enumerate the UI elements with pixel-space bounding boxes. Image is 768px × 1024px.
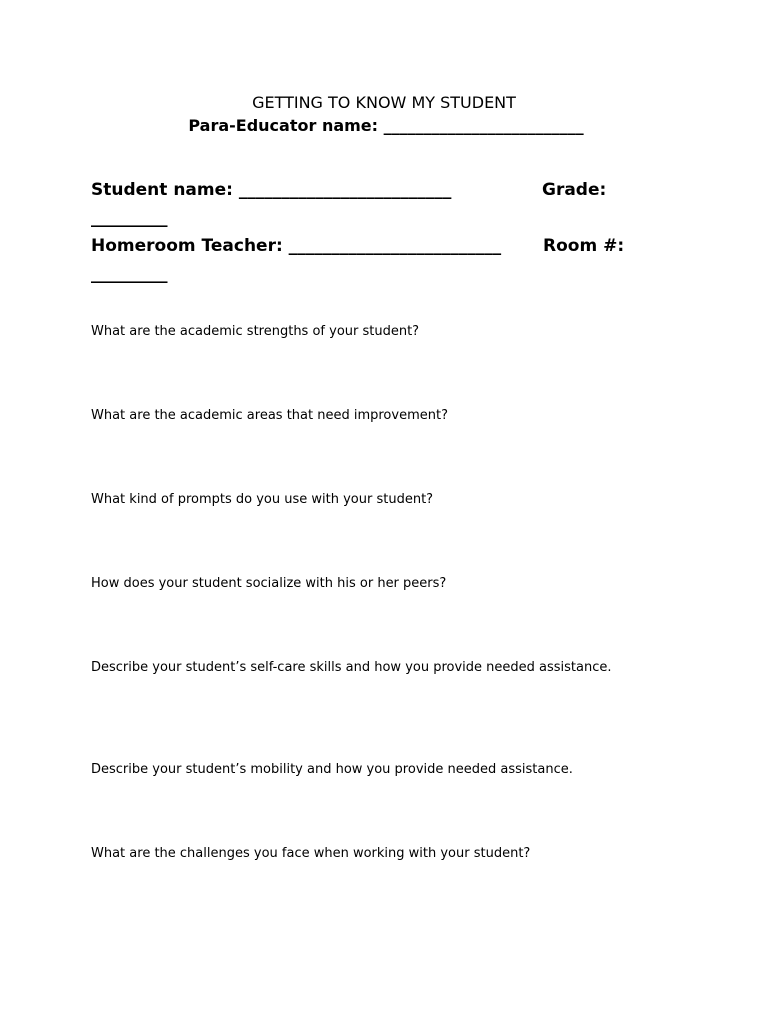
student-name-field: Student name: _________________________ [91, 180, 452, 200]
question-prompts: What kind of prompts do you use with your student? [91, 492, 434, 507]
question-socialize: How does your student socialize with his or her peers? [91, 576, 447, 591]
para-educator-name-field: Para-Educator name: _________________________ [188, 116, 584, 135]
question-areas-improvement: What are the academic areas that need improvement? [91, 408, 448, 423]
question-self-care: Describe your student’s self-care skills and how you provide needed assistance. [91, 660, 612, 675]
grade-label: Grade: [542, 180, 607, 200]
room-label: Room #: [543, 236, 625, 256]
room-blank: _________ [91, 264, 168, 284]
document-title: GETTING TO KNOW MY STUDENT [252, 93, 516, 112]
homeroom-teacher-field: Homeroom Teacher: _________________________ [91, 236, 502, 256]
question-challenges: What are the challenges you face when working with your student? [91, 846, 531, 861]
question-mobility: Describe your student’s mobility and how you provide needed assistance. [91, 762, 573, 777]
question-academic-strengths: What are the academic strengths of your student? [91, 324, 420, 339]
grade-blank: _________ [91, 208, 168, 228]
